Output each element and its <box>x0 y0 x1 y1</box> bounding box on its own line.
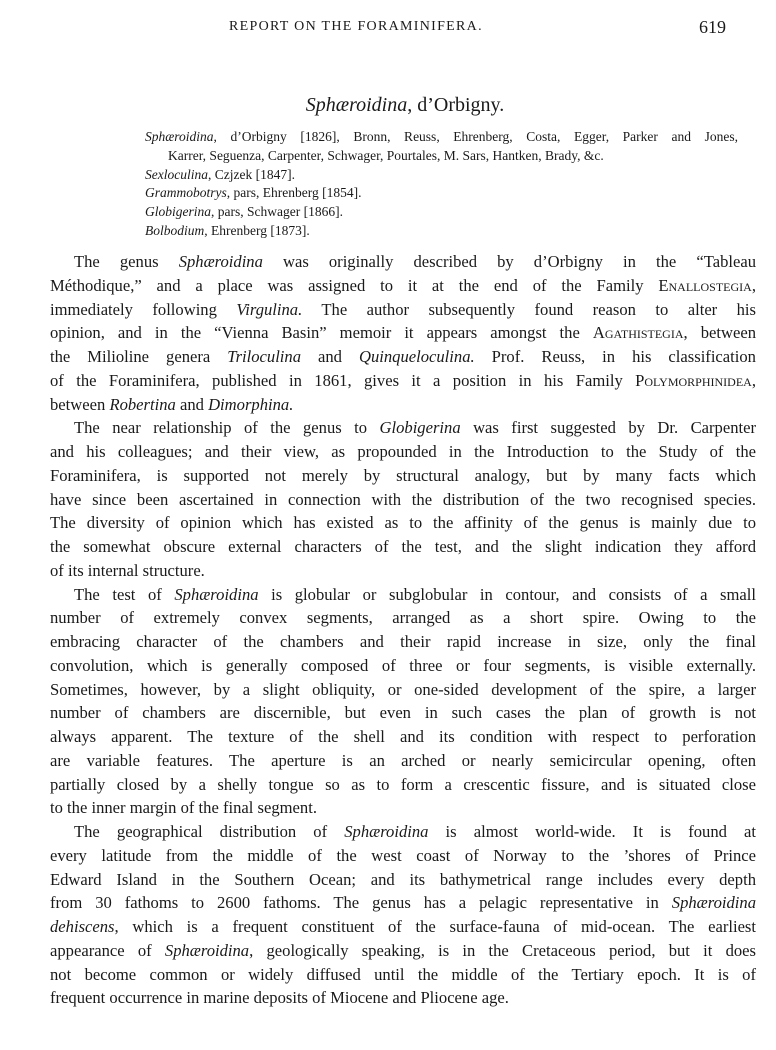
text-run: of the Foraminifera, published in 1861, gives it a position in his Family <box>50 370 636 390</box>
text-run: Sometimes, however, by a slight obliquity, or one-sided development of the spire, a larger <box>50 679 756 699</box>
text-run: , <box>751 370 756 390</box>
italic-term: Virgulina. <box>236 299 303 319</box>
running-title: REPORT ON THE FORAMINIFERA. <box>229 19 483 34</box>
text-line <box>50 939 756 963</box>
text-line <box>50 749 756 773</box>
text-line <box>50 986 756 1010</box>
text-run: have since been ascertained in connection with the distribution of the two recognised species. <box>50 489 756 509</box>
text-line <box>50 630 756 654</box>
text-line <box>50 820 756 844</box>
text-run: , <box>751 275 756 295</box>
text-run: , pars, Schwager [1866]. <box>211 204 343 220</box>
text-run: the Milioline genera <box>50 347 228 366</box>
text-run: was originally described by d’Orbigny in the “Tableau <box>262 252 757 271</box>
synonym-entry <box>145 222 745 241</box>
text-run: , which is a frequent constituent of the surface-fauna of mid-ocean. The earliest <box>114 917 756 936</box>
text-line <box>50 464 756 488</box>
text-run: and <box>301 347 359 366</box>
italic-term: Grammobotrys <box>145 185 227 201</box>
text-line <box>50 369 756 393</box>
text-line <box>50 298 756 322</box>
synonym-entry <box>145 203 745 222</box>
text-line <box>50 416 756 440</box>
text-run: are variable features. The aperture is an arched or nearly semicircular opening, often <box>50 750 756 770</box>
text-run: Foraminifera, is supported not merely by structural analogy, but by many facts which <box>50 465 756 485</box>
text-line <box>50 915 756 939</box>
italic-term: Sexloculina <box>145 166 208 182</box>
text-line <box>50 250 756 274</box>
synonym-entry <box>145 147 745 166</box>
text-line <box>50 321 756 345</box>
paragraph <box>50 250 756 416</box>
italic-term: Sphæroidina <box>145 129 214 144</box>
text-run: Méthodique,” and a place was assigned to it at the end of the Family <box>50 275 659 295</box>
text-run: , Ehrenberg [1873]. <box>204 222 310 238</box>
italic-term: Bolbodium <box>145 222 205 238</box>
text-run: between <box>50 394 110 414</box>
text-line <box>50 654 756 678</box>
paragraph <box>50 583 756 821</box>
italic-term: Sphæroidina <box>671 893 756 913</box>
genus-author: , d’Orbigny. <box>407 94 505 116</box>
text-line <box>50 488 756 512</box>
text-line <box>50 535 756 559</box>
text-run: The test of <box>74 584 175 604</box>
text-run: of its internal structure. <box>50 560 205 580</box>
text-run: is globular or subglobular in contour, and consists of a small <box>258 584 756 604</box>
text-line <box>50 773 756 797</box>
text-run: Edward Island in the Southern Ocean; and its bathymetrical range includes every depth <box>50 869 756 889</box>
text-run: number of extremely convex segments, arranged as a short spire. Owing to the <box>50 608 756 628</box>
text-run: the somewhat obscure external characters of the test, and the slight indication they afford <box>50 537 756 556</box>
text-run: , d’Orbigny [1826], Bronn, Reuss, Ehrenberg, Costa, Egger, Parker and Jones, <box>213 129 738 144</box>
italic-term: Globigerina <box>145 204 211 220</box>
text-run: to the inner margin of the final segment. <box>50 798 317 818</box>
synonym-entry <box>145 128 738 147</box>
italic-term: Dimorphina. <box>208 394 294 414</box>
text-run: , between <box>683 323 756 343</box>
text-run: was first suggested by Dr. Carpenter <box>460 418 757 438</box>
text-run: from 30 fathoms to 2600 fathoms. The genus has a pelagic representative in <box>50 893 672 913</box>
italic-term: Sphæroidina <box>174 584 259 604</box>
italic-term: Triloculina <box>227 347 302 366</box>
text-line <box>50 963 756 987</box>
body-text <box>50 250 756 1010</box>
text-run: opinion, and in the “Vienna Basin” memoir it appears amongst the <box>50 323 593 343</box>
italic-term: dehiscens <box>50 917 115 936</box>
text-run: embracing character of the chambers and their rapid increase in size, only the final <box>50 632 756 651</box>
text-run: frequent occurrence in marine deposits of Miocene and Pliocene age. <box>50 988 509 1008</box>
text-run: is almost world-wide. It is found at <box>428 822 756 841</box>
small-caps-term: Polymorphinidea <box>635 370 752 390</box>
text-line <box>50 868 756 892</box>
text-run: and <box>175 394 209 414</box>
text-line <box>50 678 756 702</box>
small-caps-term: Agathistegia <box>592 323 684 343</box>
text-line <box>50 583 756 607</box>
text-line <box>50 844 756 868</box>
text-run: The geographical distribution of <box>74 822 345 841</box>
page-number: 619 <box>699 17 726 37</box>
text-line <box>50 511 756 535</box>
running-header <box>0 19 776 39</box>
text-run: always apparent. The texture of the shell and its condition with respect to perforation <box>50 727 756 746</box>
text-run: The author subsequently found reason to alter his <box>302 299 756 319</box>
text-run: The near relationship of the genus to <box>74 418 380 438</box>
text-line <box>50 725 756 749</box>
text-run: , geologically speaking, is in the Cretaceous period, but it does <box>249 940 756 960</box>
text-run: , Czjzek [1847]. <box>207 166 295 182</box>
text-line <box>50 891 756 915</box>
genus-name: Sphæroidina <box>305 94 408 116</box>
text-run: Prof. Reuss, in his classification <box>474 347 756 366</box>
italic-term: Quinqueloculina. <box>358 347 475 366</box>
italic-term: Globigerina <box>379 418 461 438</box>
text-run: convolution, which is generally composed of three or four segments, is visible externally. <box>50 655 756 675</box>
text-line <box>50 701 756 725</box>
text-line <box>50 606 756 630</box>
text-run: not become common or widely diffused until the middle of the Tertiary epoch. It is of <box>50 964 756 984</box>
italic-term: Sphæroidina <box>164 940 250 960</box>
section-title <box>0 94 776 117</box>
text-line <box>50 559 756 583</box>
text-run: , pars, Ehrenberg [1854]. <box>226 185 362 201</box>
text-line <box>50 440 756 464</box>
text-run: every latitude from the middle of the west coast of Norway to the ’shores of Prince <box>50 845 756 865</box>
text-run: immediately following <box>50 299 237 319</box>
small-caps-term: Enallostegia <box>658 275 752 295</box>
text-run: partially closed by a shelly tongue so as to form a crescentic fissure, and is situated close <box>50 774 756 794</box>
text-line <box>50 345 756 369</box>
text-line <box>50 393 756 417</box>
italic-term: Sphæroidina <box>178 252 263 271</box>
synonym-entry <box>145 166 745 185</box>
text-run: The genus <box>74 252 179 271</box>
italic-term: Robertina <box>109 394 176 414</box>
text-run: and his colleagues; and their view, as propounded in the Introduction to the Study of the <box>50 442 756 461</box>
text-line <box>50 796 756 820</box>
paragraph <box>50 820 756 1010</box>
text-run: Karrer, Seguenza, Carpenter, Schwager, Pourtales, M. Sars, Hantken, Brady, &c. <box>168 147 604 163</box>
synonym-entry <box>145 184 745 203</box>
text-run: The diversity of opinion which has existed as to the affinity of the genus is mainly due to <box>50 513 756 533</box>
text-run: appearance of <box>50 940 165 960</box>
paragraph <box>50 416 756 582</box>
italic-term: Sphæroidina <box>344 822 429 841</box>
text-line <box>50 274 756 298</box>
synonymy-list <box>145 128 745 241</box>
text-run: number of chambers are discernible, but even in such cases the plan of growth is not <box>50 703 756 723</box>
